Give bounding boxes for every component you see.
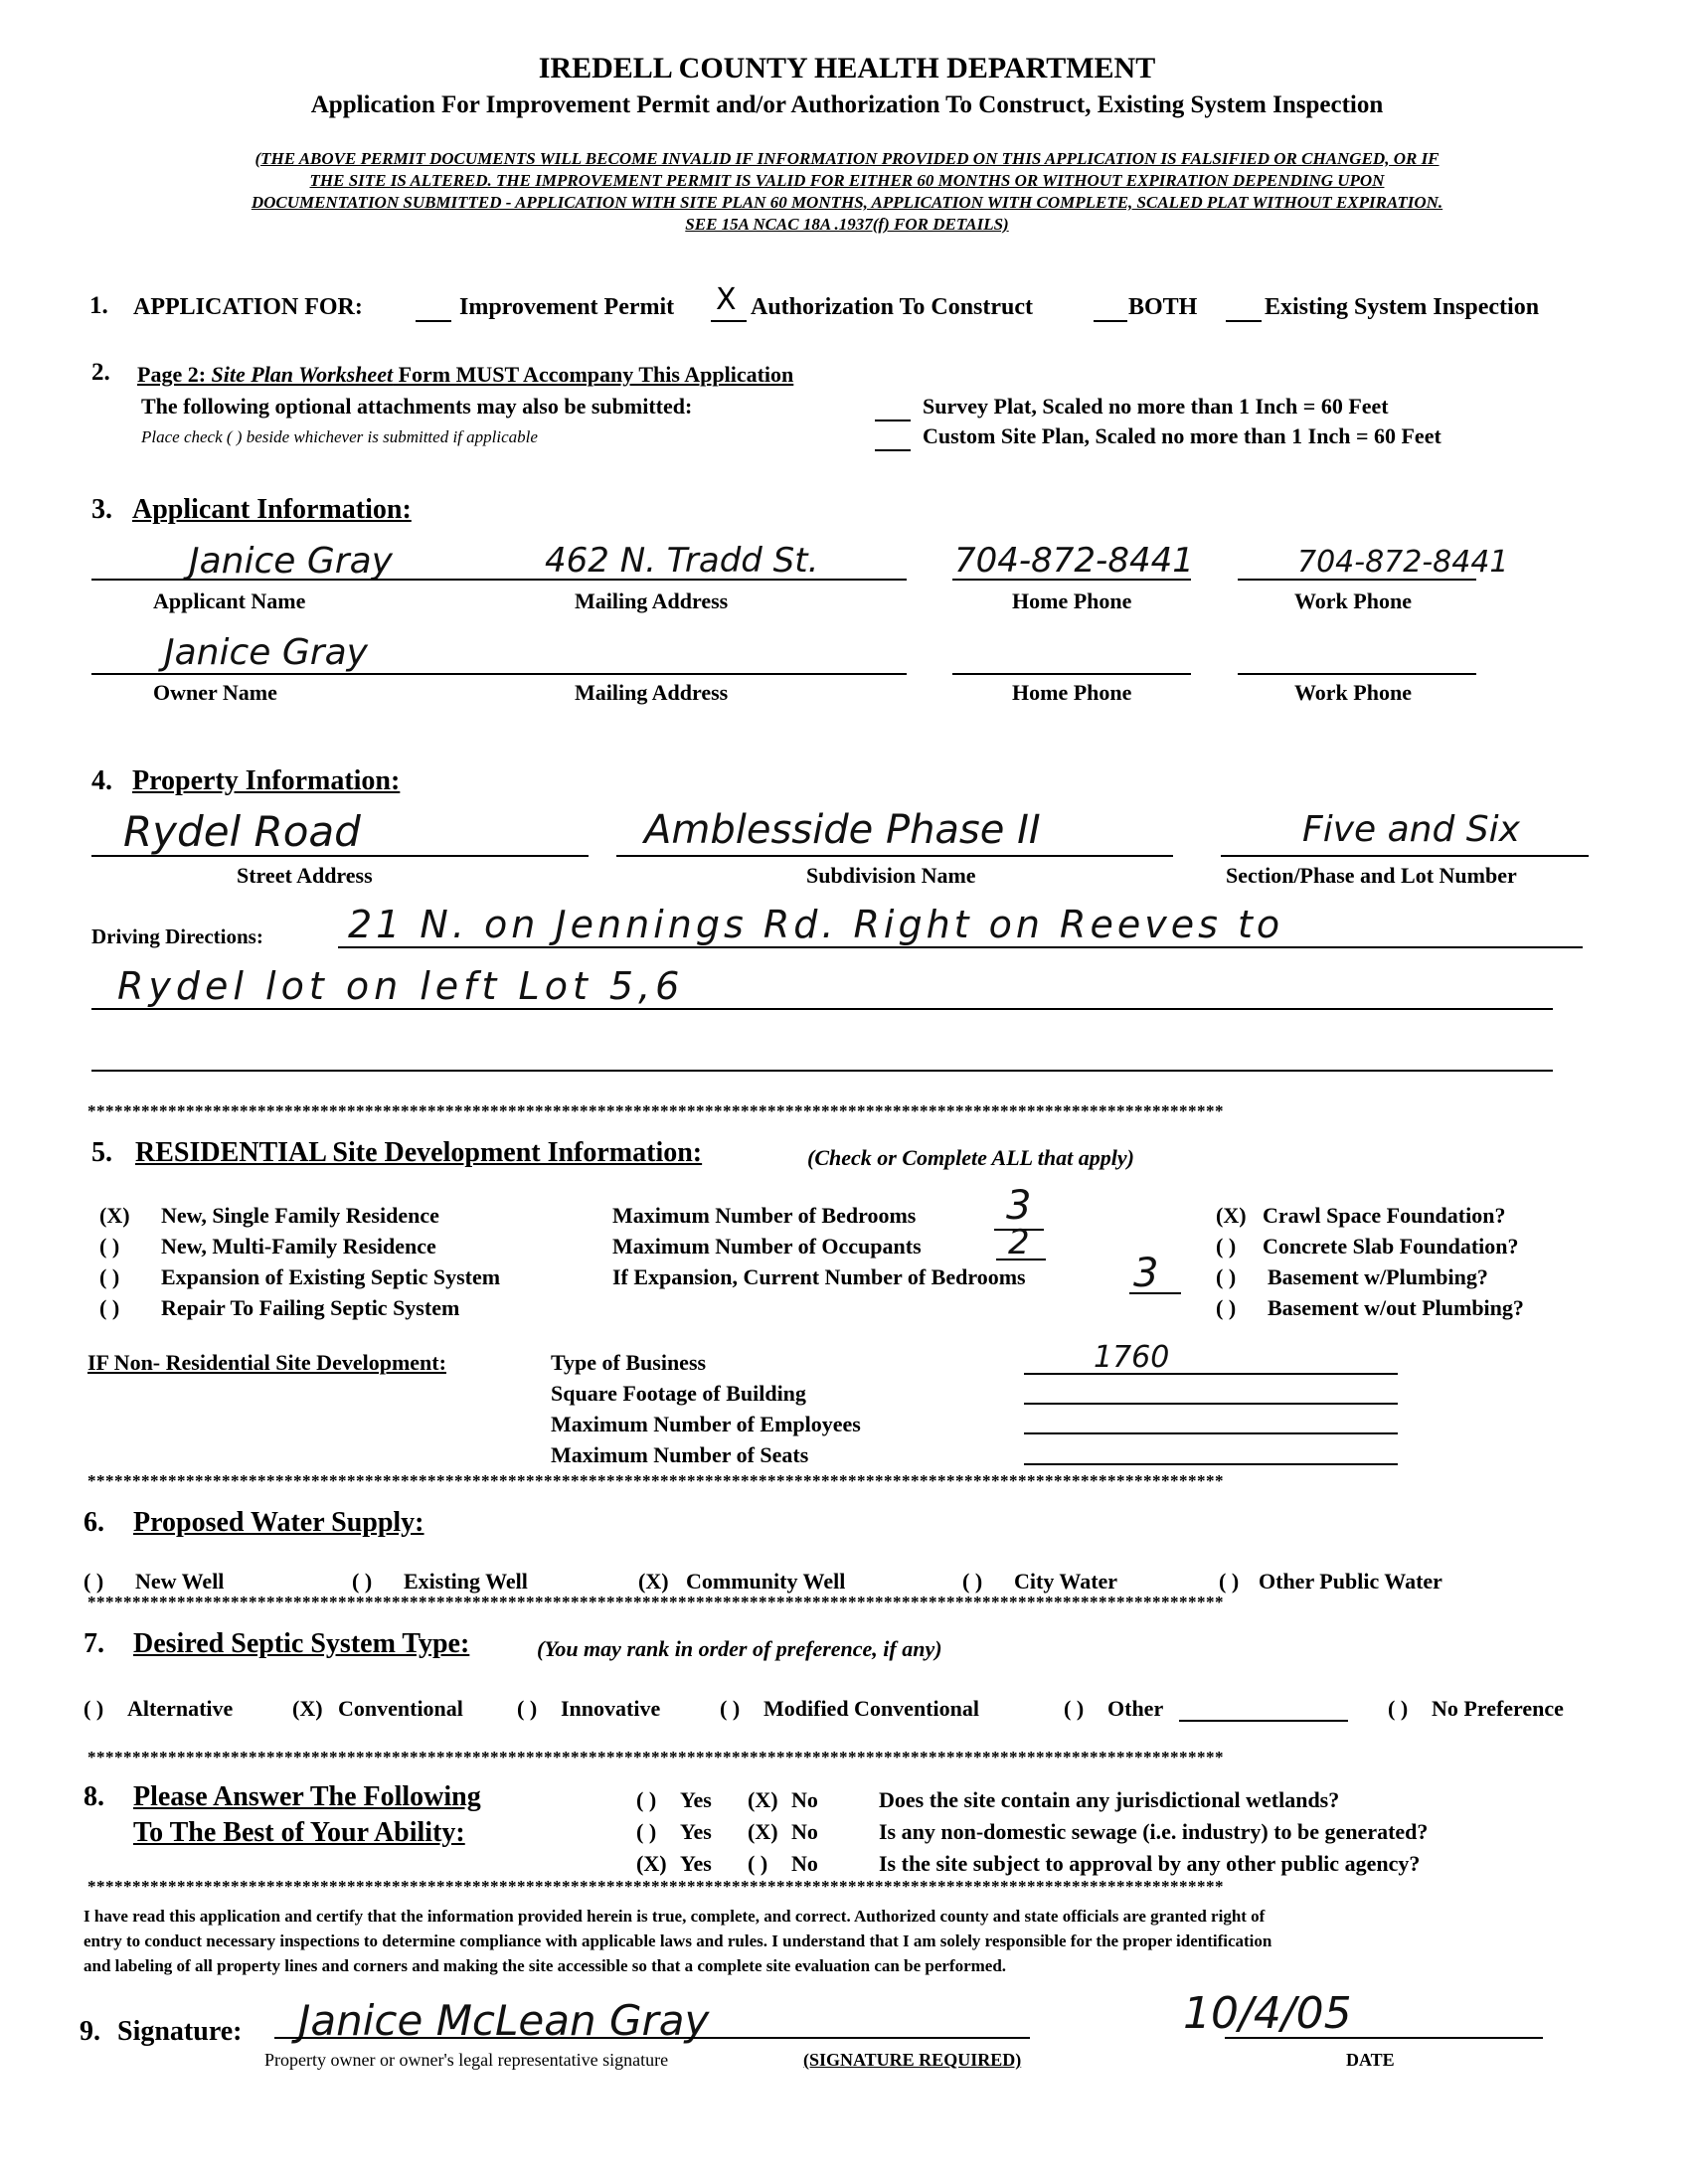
street-address-label: Street Address bbox=[237, 863, 373, 888]
current-bedrooms-value[interactable]: 3 bbox=[1133, 1251, 1159, 1296]
separator-1: ******************************************************************************************************************************* bbox=[87, 1101, 1224, 1120]
notice-line-2: THE SITE IS ALTERED. THE IMPROVEMENT PERMIT IS VALID FOR EITHER 60 MONTHS OR WITHOUT EXPIRATION DEPENDING UPON bbox=[309, 171, 1385, 190]
max-bedrooms-value[interactable]: 3 bbox=[1006, 1183, 1032, 1229]
attachment-custom-site-plan: Custom Site Plan, Scaled no more than 1 Inch = 60 Feet bbox=[923, 423, 1441, 448]
owner-home-phone-label: Home Phone bbox=[1012, 680, 1132, 705]
square-footage-field[interactable] bbox=[1024, 1403, 1398, 1405]
applicant-name-label: Applicant Name bbox=[153, 588, 306, 613]
directions-underline-1 bbox=[338, 946, 1583, 948]
alternative-checkbox[interactable]: ( ) bbox=[84, 1696, 104, 1721]
driving-directions-line-1[interactable]: 21 N. on Jennings Rd. Right on Reeves to bbox=[348, 903, 1284, 946]
section-lot-label: Section/Phase and Lot Number bbox=[1226, 863, 1517, 888]
q3-no-label: No bbox=[791, 1851, 818, 1876]
modified-conventional-checkbox[interactable]: ( ) bbox=[720, 1696, 741, 1721]
septic-conventional: Conventional bbox=[338, 1696, 463, 1721]
type-of-business-value[interactable]: 1760 bbox=[1094, 1340, 1170, 1375]
certification-line-1: I have read this application and certify that the information provided herein is true, complete, and correct. Authorized county and state officials are granted right of bbox=[84, 1907, 1266, 1926]
section2-heading bbox=[137, 362, 793, 388]
home-phone-label: Home Phone bbox=[1012, 588, 1132, 613]
section2-number: 2. bbox=[91, 359, 110, 386]
applicant-name-value[interactable]: Janice Gray bbox=[189, 541, 393, 582]
max-occupants-line bbox=[996, 1259, 1046, 1260]
max-employees-field[interactable] bbox=[1024, 1432, 1398, 1434]
signature-line bbox=[274, 2037, 1030, 2039]
signature-label: Signature: bbox=[117, 2016, 243, 2047]
type-of-business-label: Type of Business bbox=[551, 1350, 707, 1375]
foundation-crawl-space: Crawl Space Foundation? bbox=[1263, 1203, 1506, 1228]
current-bedrooms-label: If Expansion, Current Number of Bedrooms bbox=[612, 1264, 1026, 1289]
applicant-work-phone-line bbox=[1238, 579, 1476, 581]
other-public-water-checkbox[interactable]: ( ) bbox=[1219, 1569, 1240, 1594]
improvement-permit-checkbox[interactable] bbox=[416, 320, 451, 322]
driving-directions-label: Driving Directions: bbox=[91, 924, 263, 948]
q1-yes-checkbox[interactable]: ( ) bbox=[636, 1787, 657, 1812]
applicant-home-phone-value[interactable]: 704-872-8441 bbox=[954, 541, 1194, 581]
water-community-well: Community Well bbox=[686, 1569, 846, 1594]
directions-underline-2 bbox=[91, 1008, 1553, 1010]
section2-heading-suffix: Form MUST Accompany This Application bbox=[393, 362, 794, 387]
site-plan-worksheet-link: Site Plan Worksheet bbox=[211, 362, 394, 387]
separator-3: ******************************************************************************************************************************* bbox=[87, 1593, 1224, 1611]
form-subtitle: Application For Improvement Permit and/or Authorization To Construct, Existing System Inspection bbox=[310, 91, 1384, 118]
max-employees-label: Maximum Number of Employees bbox=[551, 1412, 861, 1436]
repair-checkbox[interactable]: ( ) bbox=[99, 1295, 120, 1320]
max-occupants-value[interactable]: 2 bbox=[1008, 1223, 1030, 1262]
applicant-work-phone-value[interactable]: 704-872-8441 bbox=[1297, 545, 1509, 580]
innovative-checkbox[interactable]: ( ) bbox=[517, 1696, 538, 1721]
signature-required-note: (SIGNATURE REQUIRED) bbox=[803, 2050, 1022, 2070]
section6-heading: Proposed Water Supply: bbox=[133, 1507, 424, 1538]
subdivision-name-line bbox=[616, 855, 1173, 857]
non-residential-heading: IF Non- Residential Site Development: bbox=[87, 1350, 446, 1375]
survey-plat-checkbox[interactable] bbox=[875, 420, 911, 421]
multi-family-checkbox[interactable]: ( ) bbox=[99, 1234, 120, 1259]
section5-heading: RESIDENTIAL Site Development Information: bbox=[135, 1137, 703, 1168]
foundation-basement-plumbing: Basement w/Plumbing? bbox=[1268, 1264, 1488, 1289]
section9-number: 9. bbox=[80, 2016, 100, 2047]
section4-heading: Property Information: bbox=[132, 765, 401, 796]
section-lot-value[interactable]: Five and Six bbox=[1302, 809, 1520, 850]
type-multi-family: New, Multi-Family Residence bbox=[161, 1234, 436, 1259]
applicant-mailing-line bbox=[429, 579, 907, 581]
section3-heading: Applicant Information: bbox=[132, 494, 412, 525]
section7-note: (You may rank in order of preference, if any) bbox=[537, 1636, 942, 1661]
question-non-domestic-sewage: Is any non-domestic sewage (i.e. industry) to be generated? bbox=[879, 1819, 1429, 1844]
section5-note: (Check or Complete ALL that apply) bbox=[807, 1145, 1134, 1170]
q2-yes-label: Yes bbox=[680, 1819, 712, 1844]
septic-other: Other bbox=[1107, 1696, 1164, 1721]
owner-work-phone-line[interactable] bbox=[1238, 673, 1476, 675]
septic-innovative: Innovative bbox=[561, 1696, 661, 1721]
single-family-checkbox[interactable]: (X) bbox=[99, 1203, 130, 1228]
septic-alternative: Alternative bbox=[127, 1696, 234, 1721]
q1-no-label: No bbox=[791, 1787, 818, 1812]
expansion-checkbox[interactable]: ( ) bbox=[99, 1264, 120, 1289]
septic-other-field[interactable] bbox=[1179, 1720, 1348, 1722]
existing-well-checkbox[interactable]: ( ) bbox=[352, 1569, 373, 1594]
conventional-checkbox[interactable]: (X) bbox=[292, 1696, 323, 1721]
owner-name-mailing-line bbox=[91, 673, 907, 675]
option-existing-system-inspection: Existing System Inspection bbox=[1265, 294, 1540, 320]
water-existing-well: Existing Well bbox=[404, 1569, 528, 1594]
section7-heading: Desired Septic System Type: bbox=[133, 1628, 470, 1659]
q2-no-checkbox[interactable]: (X) bbox=[748, 1819, 778, 1844]
max-seats-label: Maximum Number of Seats bbox=[551, 1442, 809, 1467]
q2-no-label: No bbox=[791, 1819, 818, 1844]
type-expansion: Expansion of Existing Septic System bbox=[161, 1264, 501, 1289]
type-repair: Repair To Failing Septic System bbox=[161, 1295, 460, 1320]
owner-mailing-address-label: Mailing Address bbox=[575, 680, 729, 705]
directions-underline-3 bbox=[91, 1070, 1553, 1072]
q1-no-checkbox[interactable]: (X) bbox=[748, 1787, 778, 1812]
separator-5: ******************************************************************************************************************************* bbox=[87, 1877, 1224, 1896]
septic-no-preference: No Preference bbox=[1432, 1696, 1564, 1721]
type-of-business-line bbox=[1024, 1373, 1398, 1375]
section5-number: 5. bbox=[91, 1137, 112, 1168]
max-bedrooms-label: Maximum Number of Bedrooms bbox=[612, 1203, 917, 1228]
option-authorization-to-construct: Authorization To Construct bbox=[751, 294, 1034, 320]
section7-number: 7. bbox=[84, 1628, 104, 1659]
owner-home-phone-line[interactable] bbox=[952, 673, 1191, 675]
owner-work-phone-label: Work Phone bbox=[1294, 680, 1412, 705]
concrete-slab-checkbox[interactable]: ( ) bbox=[1216, 1234, 1237, 1259]
section8-number: 8. bbox=[84, 1781, 104, 1812]
crawl-space-checkbox[interactable]: (X) bbox=[1216, 1203, 1247, 1228]
section8-heading-2: To The Best of Your Ability: bbox=[133, 1817, 465, 1848]
applicant-mailing-address-value[interactable]: 462 N. Tradd St. bbox=[545, 541, 819, 581]
street-address-line bbox=[91, 855, 589, 857]
notice-line-1: (THE ABOVE PERMIT DOCUMENTS WILL BECOME INVALID IF INFORMATION PROVIDED ON THIS APPLICATION IS FALSIFIED OR CHANGED, OR IF bbox=[254, 149, 1440, 168]
max-occupants-label: Maximum Number of Occupants bbox=[612, 1234, 922, 1259]
custom-site-plan-checkbox[interactable] bbox=[875, 449, 911, 451]
certification-line-3: and labeling of all property lines and corners and making the site accessible so that a complete site evaluation can be performed. bbox=[84, 1956, 1007, 1975]
department-title: IREDELL COUNTY HEALTH DEPARTMENT bbox=[538, 52, 1156, 84]
basement-no-plumbing-checkbox[interactable]: ( ) bbox=[1216, 1295, 1237, 1320]
applicant-home-phone-line bbox=[952, 579, 1191, 581]
both-checkbox[interactable] bbox=[1094, 320, 1127, 322]
option-both: BOTH bbox=[1128, 294, 1198, 320]
current-bedrooms-line bbox=[1129, 1292, 1181, 1294]
authorization-checkbox[interactable] bbox=[711, 320, 747, 322]
place-check-note: Place check ( ) beside whichever is submitted if applicable bbox=[141, 427, 538, 446]
owner-name-label: Owner Name bbox=[153, 680, 277, 705]
max-seats-field[interactable] bbox=[1024, 1463, 1398, 1465]
separator-4: ******************************************************************************************************************************* bbox=[87, 1748, 1224, 1766]
water-city-water: City Water bbox=[1014, 1569, 1118, 1594]
section1-label: APPLICATION FOR: bbox=[133, 294, 363, 320]
type-single-family: New, Single Family Residence bbox=[161, 1203, 439, 1228]
no-preference-checkbox[interactable]: ( ) bbox=[1388, 1696, 1409, 1721]
date-value[interactable]: 10/4/05 bbox=[1183, 1988, 1352, 2039]
existing-inspection-checkbox[interactable] bbox=[1226, 320, 1262, 322]
optional-attachments-text: The following optional attachments may also be submitted: bbox=[141, 394, 693, 419]
city-water-checkbox[interactable]: ( ) bbox=[962, 1569, 983, 1594]
work-phone-label: Work Phone bbox=[1294, 588, 1412, 613]
owner-name-value[interactable]: Janice Gray bbox=[164, 632, 368, 673]
water-new-well: New Well bbox=[135, 1569, 225, 1594]
q1-yes-label: Yes bbox=[680, 1787, 712, 1812]
other-septic-checkbox[interactable]: ( ) bbox=[1064, 1696, 1085, 1721]
section3-number: 3. bbox=[91, 494, 112, 525]
street-address-value[interactable]: Rydel Road bbox=[123, 807, 361, 856]
q3-yes-label: Yes bbox=[680, 1851, 712, 1876]
section8-heading-1: Please Answer The Following bbox=[133, 1781, 481, 1812]
separator-2: ******************************************************************************************************************************* bbox=[87, 1471, 1224, 1490]
q3-yes-checkbox[interactable]: (X) bbox=[636, 1851, 667, 1876]
section2-heading-prefix: Page 2: bbox=[137, 362, 212, 387]
check-mark-icon: X bbox=[716, 282, 737, 317]
question-wetlands: Does the site contain any jurisdictional wetlands? bbox=[879, 1787, 1340, 1812]
attachment-survey-plat: Survey Plat, Scaled no more than 1 Inch = 60 Feet bbox=[923, 394, 1389, 419]
notice-line-3: DOCUMENTATION SUBMITTED - APPLICATION WITH SITE PLAN 60 MONTHS, APPLICATION WITH COMPLETE, SCALED PLAT WITHOUT EXPIRATION. bbox=[251, 193, 1443, 212]
option-improvement-permit: Improvement Permit bbox=[459, 294, 675, 320]
date-label: DATE bbox=[1346, 2050, 1395, 2070]
square-footage-label: Square Footage of Building bbox=[551, 1381, 806, 1406]
q3-no-checkbox[interactable]: ( ) bbox=[748, 1851, 768, 1876]
foundation-basement-no-plumbing: Basement w/out Plumbing? bbox=[1268, 1295, 1524, 1320]
certification-line-2: entry to conduct necessary inspections to determine compliance with applicable laws and rules. I understand that I am solely responsible for the proper identification bbox=[84, 1932, 1272, 1950]
signature-value[interactable]: Janice McLean Gray bbox=[298, 1996, 710, 2045]
water-other-public: Other Public Water bbox=[1259, 1569, 1442, 1594]
section-lot-line bbox=[1221, 855, 1589, 857]
septic-modified-conventional: Modified Conventional bbox=[763, 1696, 979, 1721]
date-line bbox=[1225, 2037, 1543, 2039]
new-well-checkbox[interactable]: ( ) bbox=[84, 1569, 104, 1594]
subdivision-name-label: Subdivision Name bbox=[806, 863, 976, 888]
notice-line-4: SEE 15A NCAC 18A .1937(f) FOR DETAILS) bbox=[685, 215, 1009, 234]
driving-directions-line-2[interactable]: Rydel lot on left Lot 5,6 bbox=[117, 964, 685, 1008]
section6-number: 6. bbox=[84, 1507, 104, 1538]
section4-number: 4. bbox=[91, 765, 112, 796]
question-other-agency: Is the site subject to approval by any other public agency? bbox=[879, 1851, 1421, 1876]
community-well-checkbox[interactable]: (X) bbox=[638, 1569, 669, 1594]
subdivision-name-value[interactable]: Amblesside Phase II bbox=[644, 807, 1041, 853]
mailing-address-label: Mailing Address bbox=[575, 588, 729, 613]
basement-plumbing-checkbox[interactable]: ( ) bbox=[1216, 1264, 1237, 1289]
applicant-name-line bbox=[91, 579, 429, 581]
foundation-concrete-slab: Concrete Slab Foundation? bbox=[1263, 1234, 1519, 1259]
section1-number: 1. bbox=[89, 292, 108, 319]
signature-caption: Property owner or owner's legal representative signature bbox=[264, 2050, 669, 2070]
q2-yes-checkbox[interactable]: ( ) bbox=[636, 1819, 657, 1844]
